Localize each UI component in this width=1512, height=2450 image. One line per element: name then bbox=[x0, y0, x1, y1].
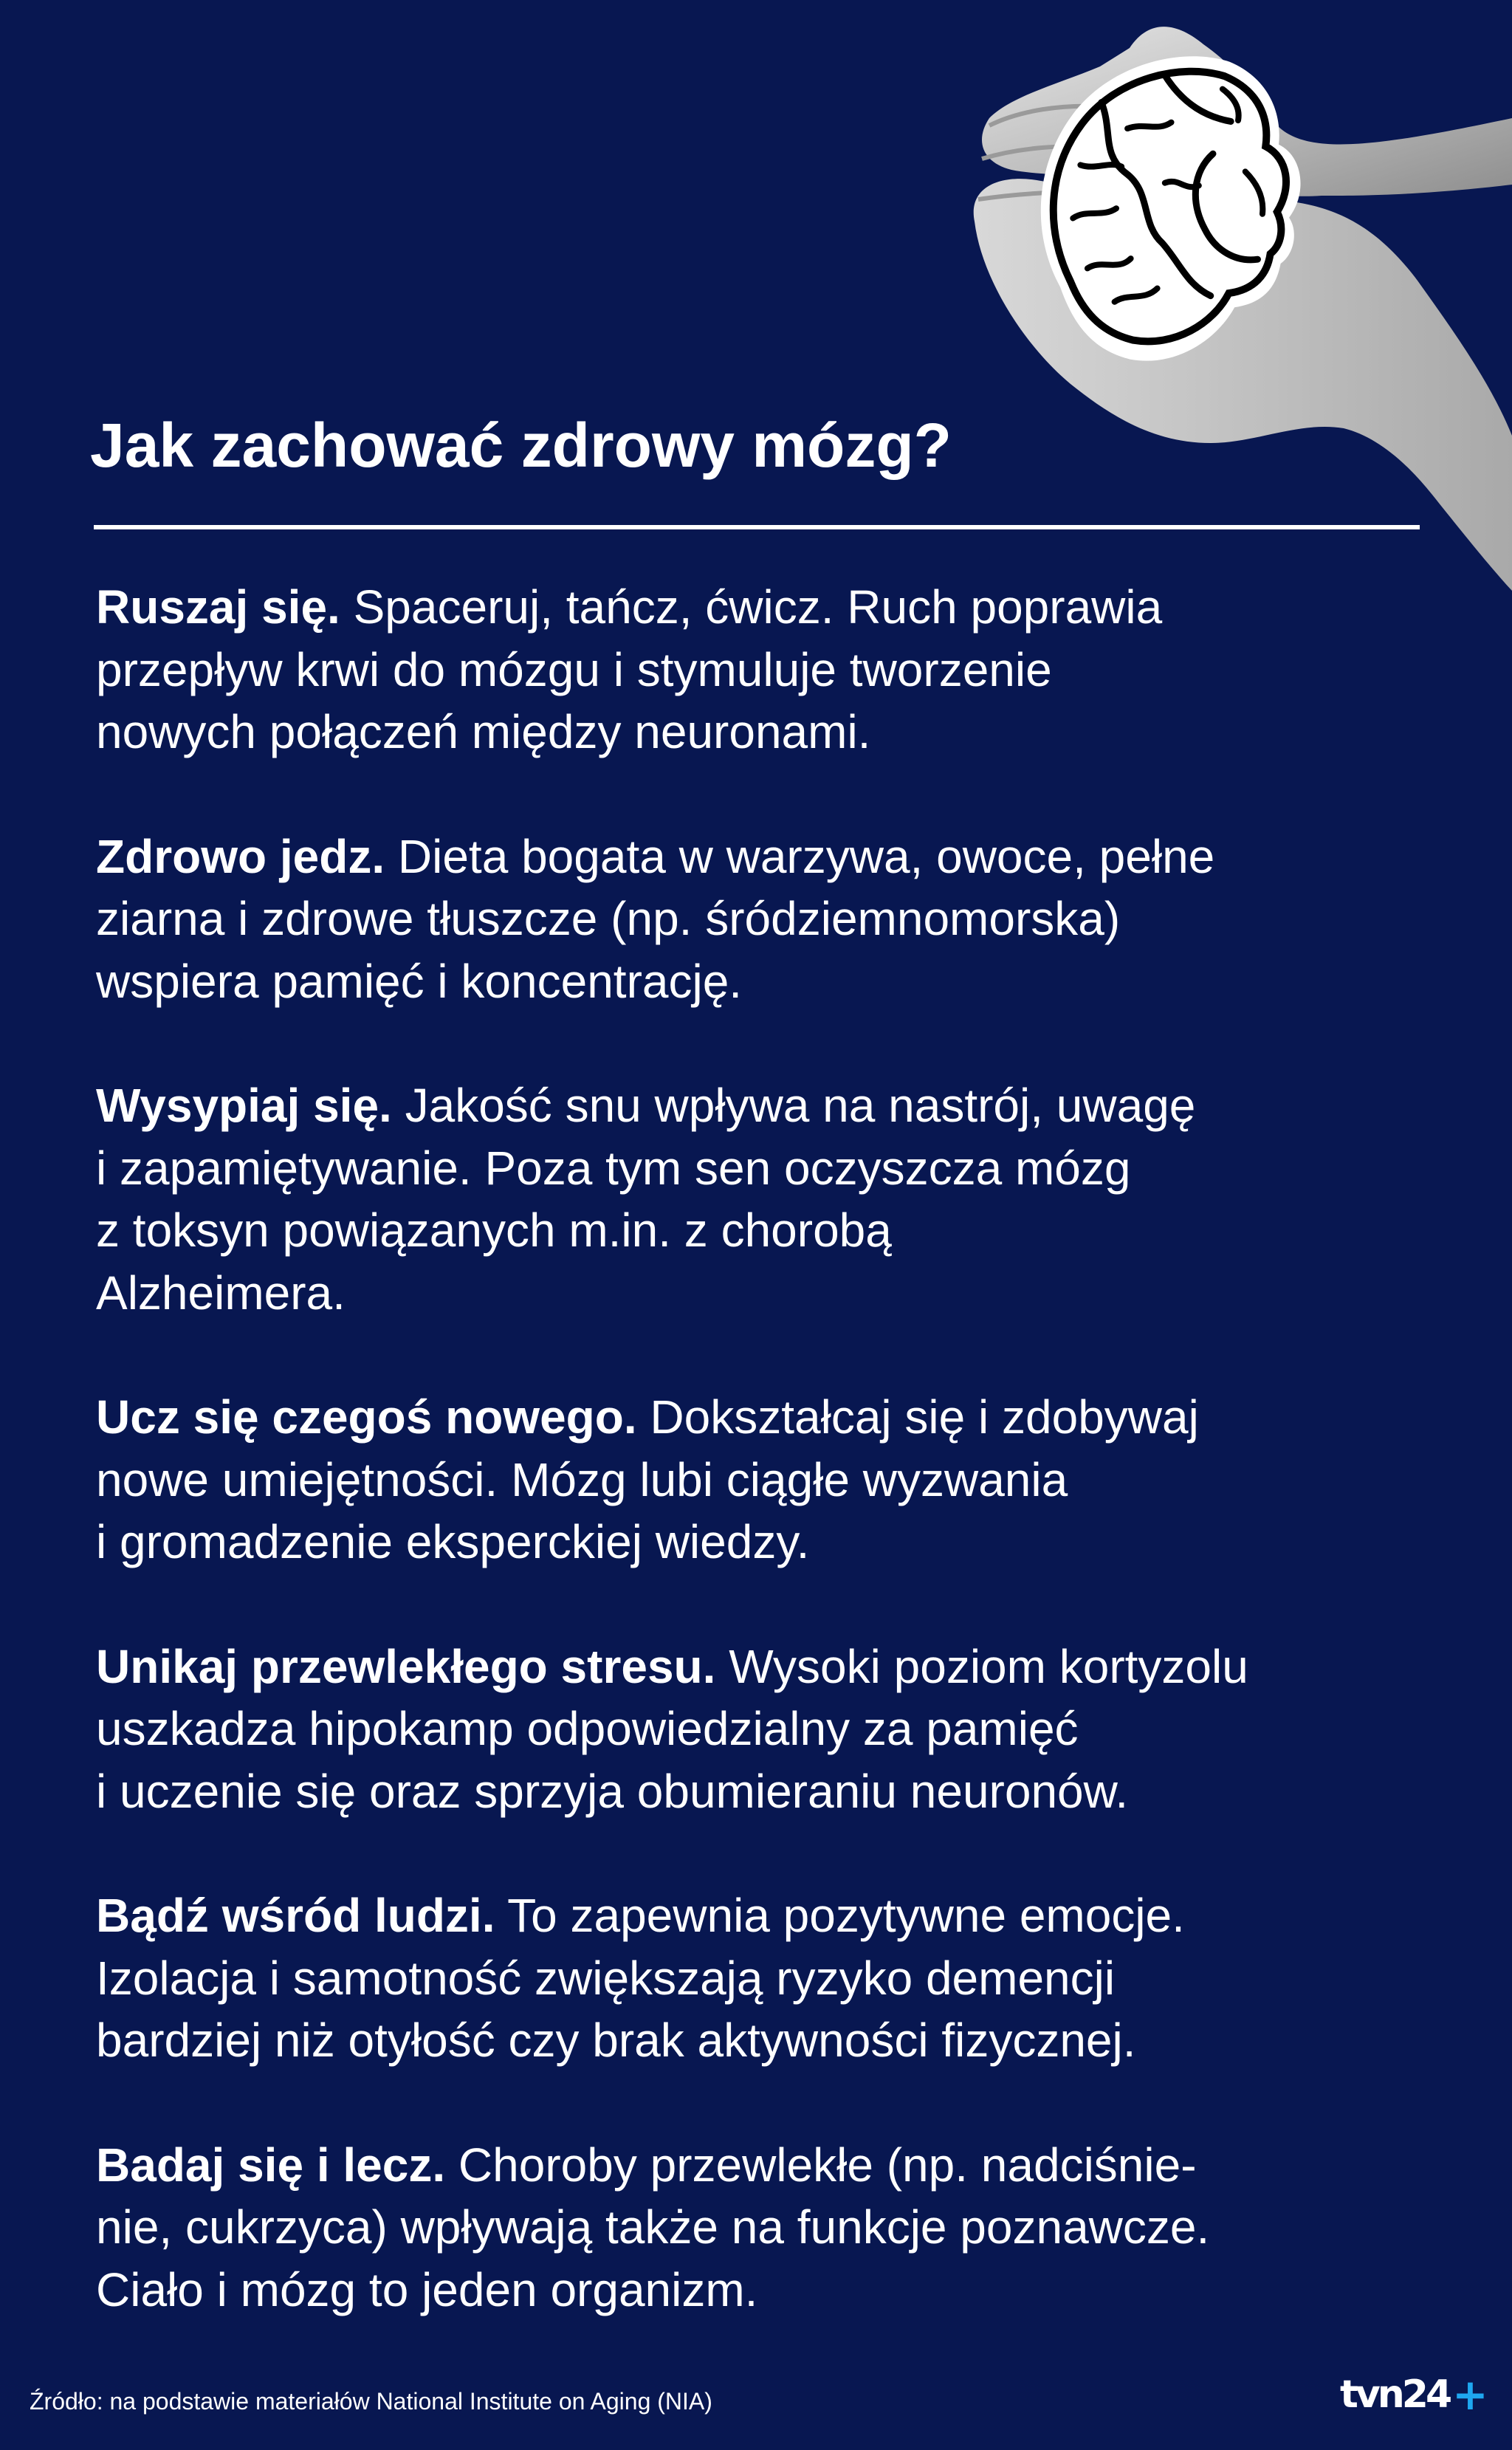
tip-item bbox=[96, 2134, 1425, 2322]
tip-text: Dieta bogata w warzywa, owoce, pełne bbox=[385, 829, 1215, 883]
tip-text: z toksyn powiązanych m.in. z chorobą bbox=[96, 1204, 892, 1257]
tip-heading: Wysypiaj się. bbox=[96, 1079, 392, 1132]
tip-heading: Ucz się czegoś nowego. bbox=[96, 1390, 637, 1444]
tip-text: Ciało i mózg to jeden organizm. bbox=[96, 2262, 758, 2316]
tip-text: Alzheimera. bbox=[96, 1266, 346, 1320]
tip-item bbox=[96, 826, 1425, 1013]
tip-text: Izolacja i samotność zwiększają ryzyko demencji bbox=[96, 1951, 1116, 2005]
tip-heading: Unikaj przewlekłego stresu. bbox=[96, 1639, 716, 1693]
tip-text: nie, cukrzyca) wpływają także na funkcje poznawcze. bbox=[96, 2200, 1210, 2254]
logo-text: tvn24 bbox=[1340, 2372, 1450, 2417]
tip-text: Jakość snu wpływa na nastrój, uwagę bbox=[391, 1079, 1196, 1132]
tip-item bbox=[96, 1884, 1425, 2072]
tip-text: Choroby przewlekłe (np. nadciśnie- bbox=[445, 2138, 1197, 2192]
plus-icon: + bbox=[1452, 2370, 1485, 2420]
tips-list bbox=[96, 576, 1425, 2383]
tip-text: i uczenie się oraz sprzyja obumieraniu neuronów. bbox=[96, 1764, 1129, 1818]
tip-text: nowe umiejętności. Mózg lubi ciągłe wyzwania bbox=[96, 1452, 1068, 1506]
tip-line bbox=[96, 1074, 1425, 1137]
tip-heading: Ruszaj się. bbox=[96, 580, 340, 634]
tip-heading: Bądź wśród ludzi. bbox=[96, 1889, 495, 1942]
tip-item bbox=[96, 1386, 1425, 1574]
source-note: Źródło: na podstawie materiałów National Institute on Aging (NIA) bbox=[30, 2388, 712, 2415]
tip-text: i gromadzenie eksperckiej wiedzy. bbox=[96, 1515, 810, 1568]
tip-line bbox=[96, 826, 1425, 888]
tip-heading: Badaj się i lecz. bbox=[96, 2138, 446, 2192]
tvn24-plus-logo bbox=[1340, 2370, 1485, 2420]
tip-line bbox=[96, 2134, 1425, 2197]
tip-text: uszkadza hipokamp odpowiedzialny za pamięć bbox=[96, 1702, 1079, 1755]
tip-text: bardziej niż otyłość czy brak aktywności fizycznej. bbox=[96, 2014, 1136, 2067]
tip-text: ziarna i zdrowe tłuszcze (np. śródziemnomorska) bbox=[96, 892, 1121, 945]
tip-text: przepływ krwi do mózgu i stymuluje tworzenie bbox=[96, 642, 1052, 696]
tip-line bbox=[96, 1636, 1425, 1698]
tip-item bbox=[96, 576, 1425, 764]
tip-text: nowych połączeń między neuronami. bbox=[96, 705, 871, 758]
tip-line bbox=[96, 1884, 1425, 1947]
tip-text: Dokształcaj się i zdobywaj bbox=[636, 1390, 1199, 1444]
title-divider bbox=[94, 525, 1420, 529]
tip-text: i zapamiętywanie. Poza tym sen oczyszcza mózg bbox=[96, 1141, 1131, 1195]
tip-text: To zapewnia pozytywne emocje. bbox=[495, 1889, 1185, 1942]
tip-heading: Zdrowo jedz. bbox=[96, 829, 385, 883]
tip-line bbox=[96, 1386, 1425, 1449]
tip-text: Spaceruj, tańcz, ćwicz. Ruch poprawia bbox=[340, 580, 1163, 634]
tip-item bbox=[96, 1636, 1425, 1823]
tip-text: wspiera pamięć i koncentrację. bbox=[96, 954, 743, 1008]
tip-text: Wysoki poziom kortyzolu bbox=[715, 1639, 1248, 1693]
page-title: Jak zachować zdrowy mózg? bbox=[90, 411, 952, 480]
tip-item bbox=[96, 1074, 1425, 1324]
tip-line bbox=[96, 576, 1425, 639]
brain-in-hands-icon bbox=[960, 0, 1512, 591]
